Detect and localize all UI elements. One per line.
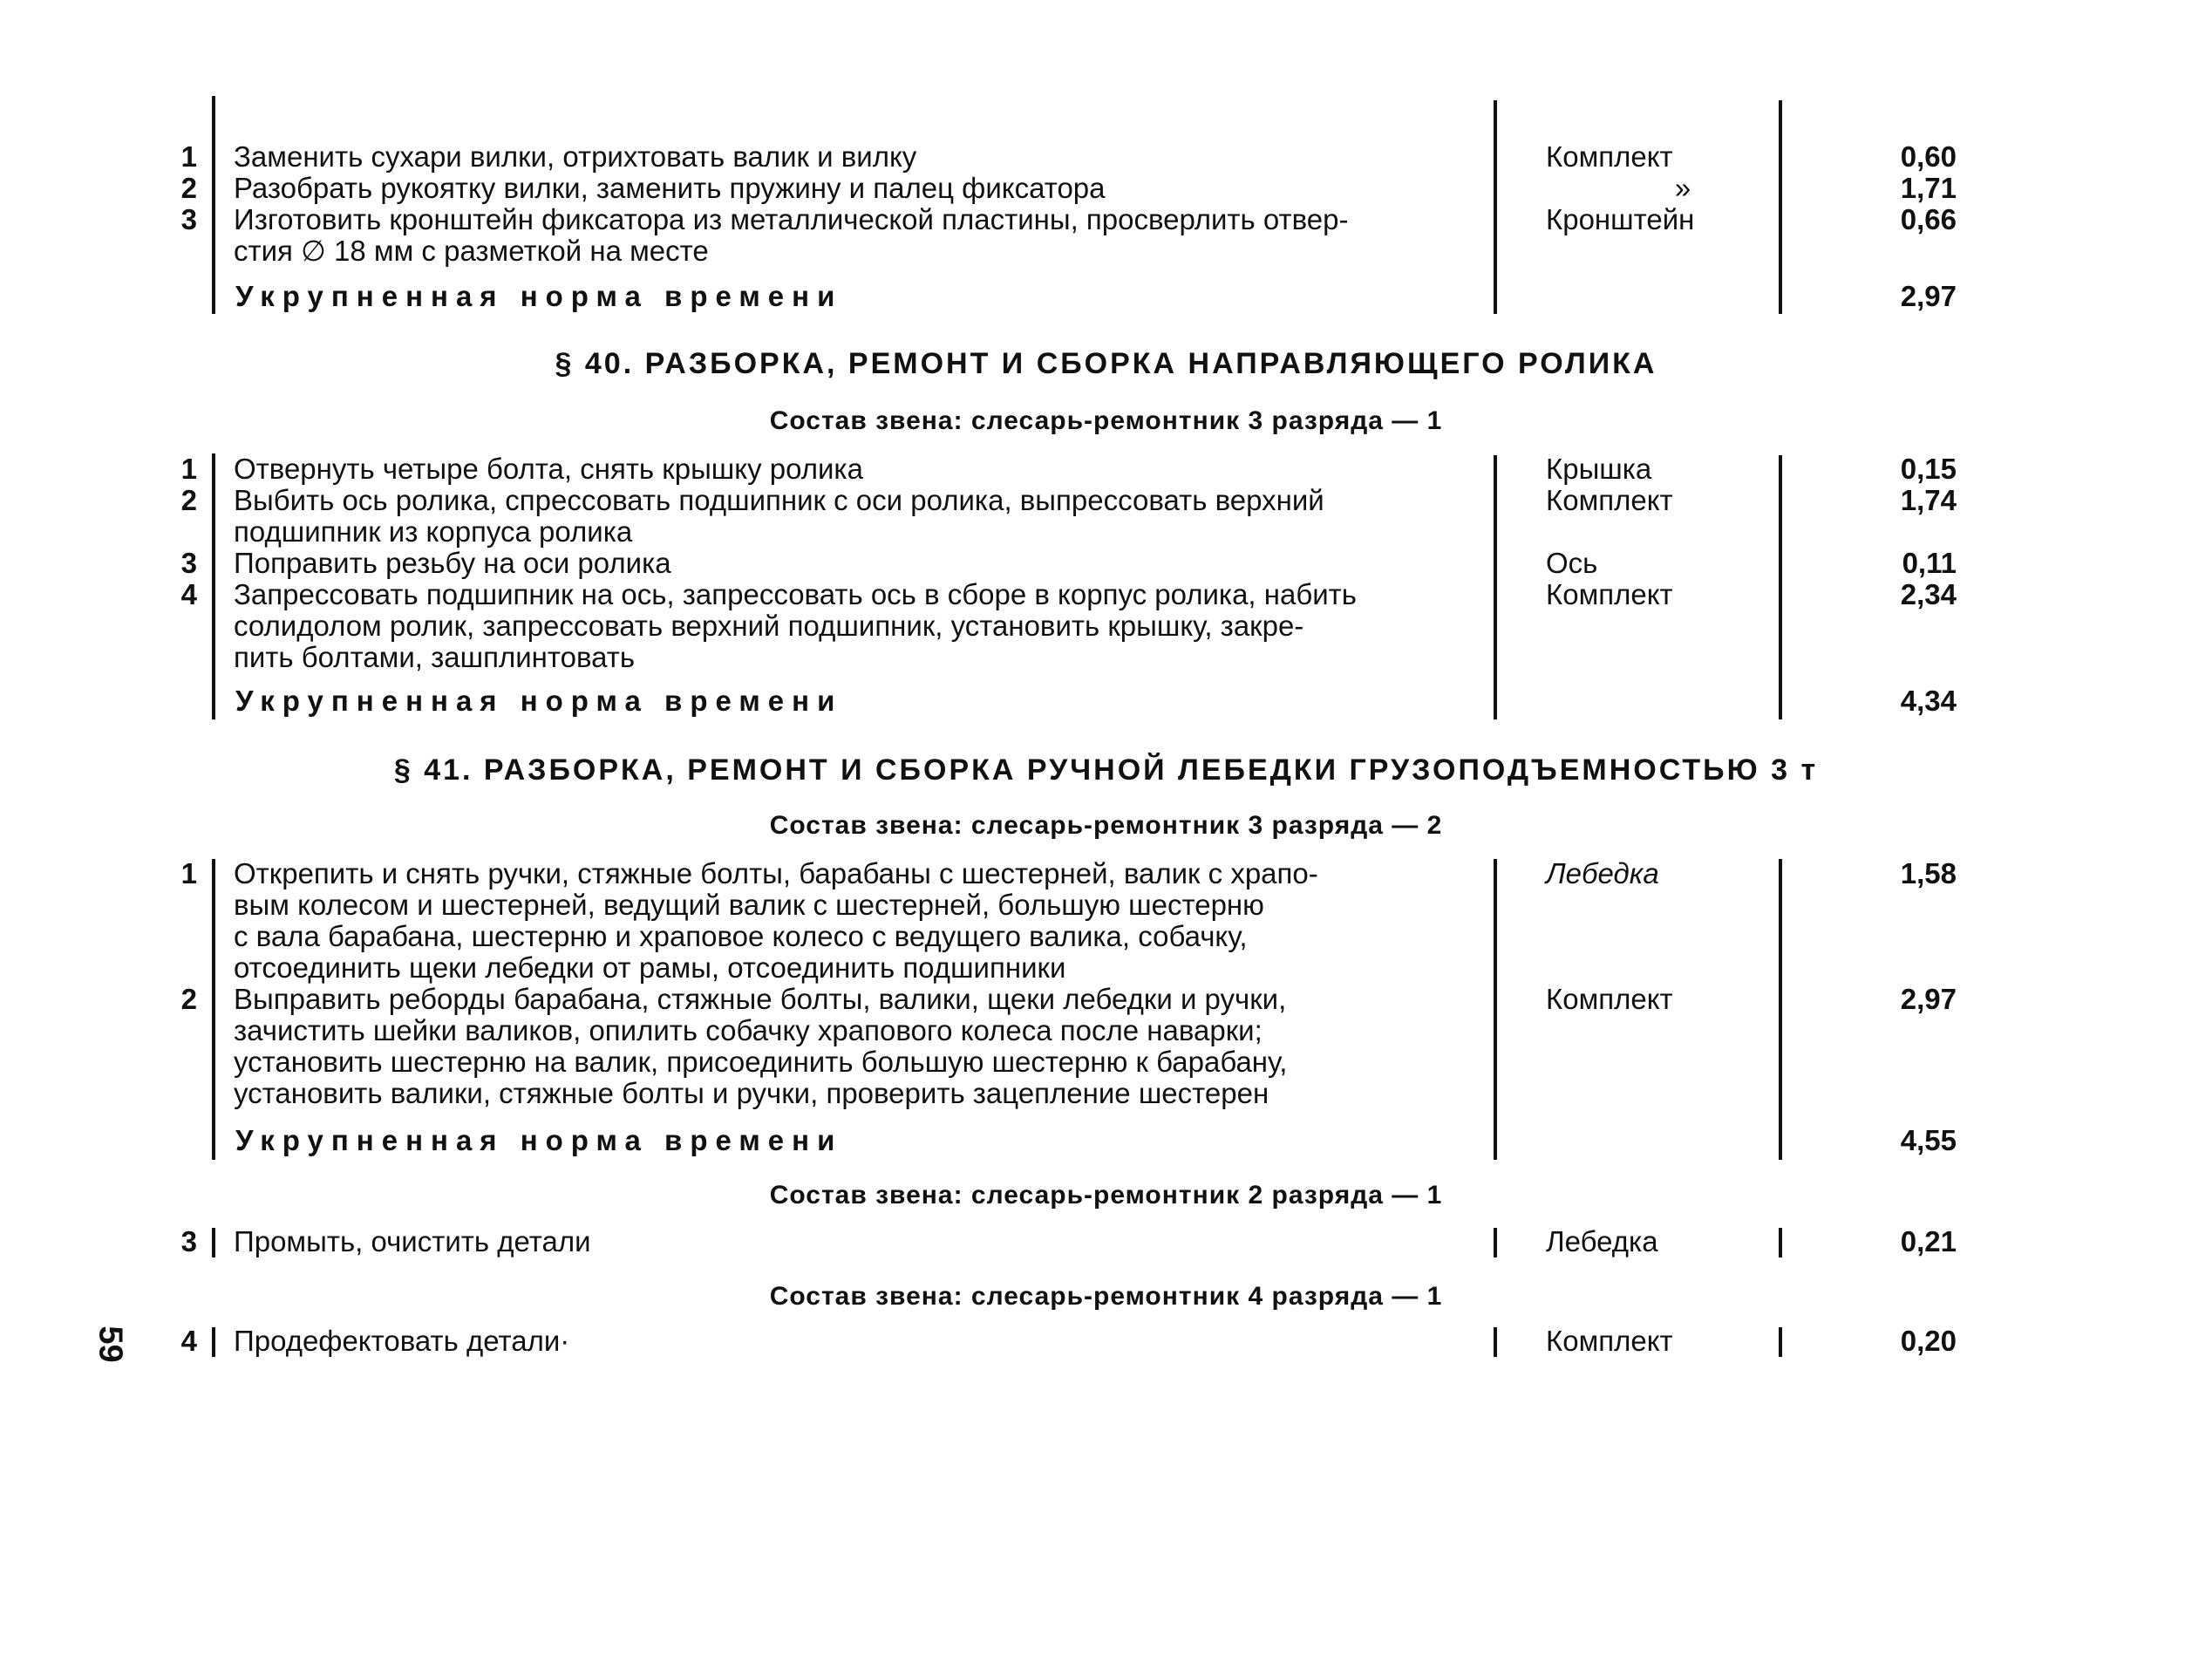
unit-text: Лебедка xyxy=(1546,857,1659,889)
page-number: 59 xyxy=(92,1326,129,1363)
operation-text: Отвернуть четыре болта, снять крышку ролика xyxy=(234,453,863,485)
operation-text: Продефектовать детали· xyxy=(234,1325,570,1357)
row-number: 1 xyxy=(180,140,197,173)
operation-text: Выбить ось ролика, спрессовать подшипник с оси ролика, выпрессовать верхний подшипник из корпуса ролика xyxy=(234,484,1324,548)
total-label: Укрупненная норма времени xyxy=(235,1124,843,1156)
total-label: Укрупненная норма времени xyxy=(235,685,843,717)
unit-rule xyxy=(1494,1228,1497,1257)
total-value: 2,97 xyxy=(1900,280,1957,312)
unit-text: Крышка xyxy=(1546,453,1652,485)
unit-rule xyxy=(1494,1327,1497,1357)
unit-text: Комплект xyxy=(1546,484,1673,516)
operation-text: Промыть, очистить детали xyxy=(234,1225,591,1257)
norm-value: 2,97 xyxy=(1900,983,1957,1015)
unit-text: Ось xyxy=(1546,547,1598,579)
norm-value: 0,15 xyxy=(1900,453,1957,485)
operation-text: Заменить сухари вилки, отрихтовать валик и вилку xyxy=(234,140,917,173)
operation-text: Выправить реборды барабана, стяжные болты, валики, щеки лебедки и ручки, зачистить шейки валиков, опилить собачку храпового колеса после наварки; установить шестерню на валик, присоединить большую шестерню к барабану, установить валики, стяжные болты и ручки, проверить зацепление шестерен xyxy=(234,983,1288,1109)
row-number: 4 xyxy=(180,578,197,610)
crew-line: Состав звена: слесарь-ремонтник 4 разряда — 1 xyxy=(769,1282,1443,1311)
unit-text: Комплект xyxy=(1546,140,1673,173)
left-rule xyxy=(212,1327,215,1357)
row-number: 1 xyxy=(180,857,197,889)
row-number: 3 xyxy=(180,547,197,579)
norm-value: 1,71 xyxy=(1900,172,1957,204)
operation-text: Поправить резьбу на оси ролика xyxy=(234,547,671,579)
unit-text: Комплект xyxy=(1546,983,1673,1015)
total-value: 4,34 xyxy=(1900,685,1957,717)
total-label: Укрупненная норма времени xyxy=(235,280,843,312)
row-number: 3 xyxy=(180,1225,197,1257)
unit-text: Комплект xyxy=(1546,1325,1673,1357)
operation-text: Запрессовать подшипник на ось, запрессовать ось в сборе в корпус ролика, набить солидолом ролик, запрессовать верхний подшипник, установить крышку, закре- пить болтами, зашплинтовать xyxy=(234,578,1357,673)
norm-value: 1,58 xyxy=(1900,857,1957,889)
unit-text: Лебедка xyxy=(1546,1225,1658,1257)
norm-value: 0,66 xyxy=(1900,203,1957,235)
norm-value: 0,21 xyxy=(1900,1225,1957,1257)
row-number: 2 xyxy=(180,172,197,204)
left-rule xyxy=(212,1228,215,1257)
unit-ditto-mark: » xyxy=(1674,172,1691,204)
unit-text: Кронштейн xyxy=(1546,203,1695,235)
crew-line: Состав звена: слесарь-ремонтник 3 разряда — 2 xyxy=(769,811,1443,840)
norm-value: 0,20 xyxy=(1900,1325,1957,1357)
left-rule xyxy=(212,859,215,1160)
crew-line: Состав звена: слесарь-ремонтник 2 разряда — 1 xyxy=(769,1181,1443,1210)
unit-rule xyxy=(1494,455,1497,719)
operation-text: Изготовить кронштейн фиксатора из металлической пластины, просверлить отвер- стия ∅ 18 мм с разметкой на месте xyxy=(234,203,1349,267)
operation-text: Разобрать рукоятку вилки, заменить пружину и палец фиксатора xyxy=(234,172,1106,204)
norm-value: 0,11 xyxy=(1902,547,1957,579)
row-number: 1 xyxy=(180,453,197,485)
left-rule xyxy=(212,453,215,719)
row-number: 3 xyxy=(180,203,197,235)
unit-text: Комплект xyxy=(1546,578,1673,610)
section-title: § 40. РАЗБОРКА, РЕМОНТ И СБОРКА НАПРАВЛЯЮЩЕГО РОЛИКА xyxy=(555,347,1657,380)
unit-rule xyxy=(1494,859,1497,1160)
norm-value: 1,74 xyxy=(1900,484,1957,516)
row-number: 2 xyxy=(180,484,197,516)
left-rule xyxy=(212,96,215,314)
operation-text: Открепить и снять ручки, стяжные болты, барабаны с шестерней, валик с храпо- вым колесом и шестерней, ведущий валик с шестерней, большую шестерню с вала барабана, шестерню и храповое колесо с ведущего валика, собачку, отсоединить щеки лебедки от рамы, отсоединить подшипники xyxy=(234,857,1318,984)
total-value: 4,55 xyxy=(1900,1124,1957,1156)
crew-line: Состав звена: слесарь-ремонтник 3 разряда — 1 xyxy=(769,406,1443,435)
section-title: § 41. РАЗБОРКА, РЕМОНТ И СБОРКА РУЧНОЙ ЛЕБЕДКИ ГРУЗОПОДЪЕМНОСТЬЮ 3 т xyxy=(393,753,1819,787)
unit-rule xyxy=(1494,100,1497,314)
row-number: 4 xyxy=(180,1325,197,1357)
norm-value: 0,60 xyxy=(1900,140,1957,173)
row-number: 2 xyxy=(180,983,197,1015)
norm-value: 2,34 xyxy=(1900,578,1957,610)
